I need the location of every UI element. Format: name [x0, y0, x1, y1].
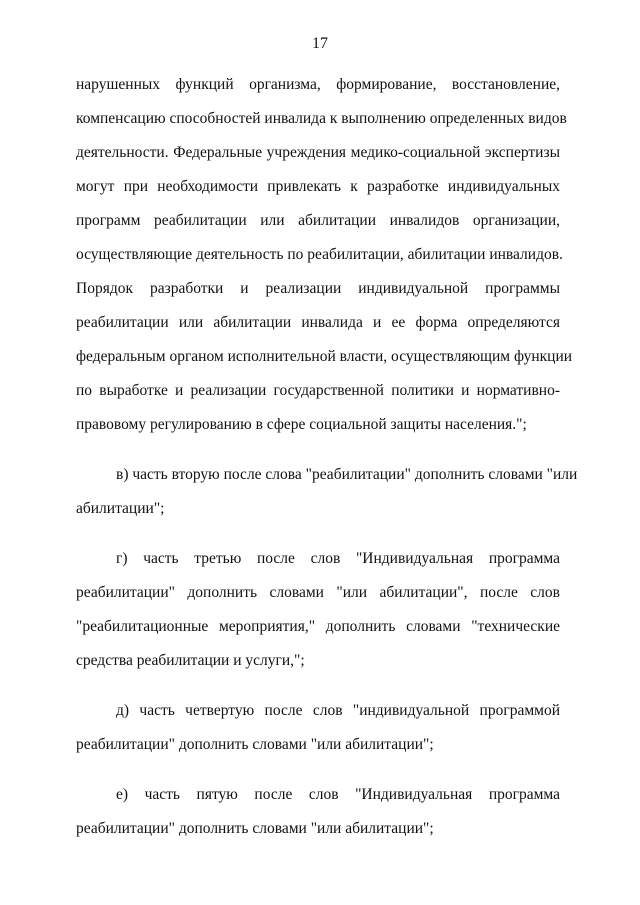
text-line: осуществляющие деятельность по реабилитации, абилитации инвалидов. — [76, 246, 563, 263]
text-line: программ реабилитации или абилитации инвалидов организации, — [76, 212, 560, 229]
text-line: абилитации"; — [76, 500, 165, 517]
text-line: в) часть вторую после слова "реабилитации" дополнить словами "или — [116, 466, 578, 483]
text-line: правовому регулированию в сфере социальной защиты населения."; — [76, 416, 527, 433]
paragraph-item-v — [76, 464, 578, 532]
text-line: е) часть пятую после слов "Индивидуальная программа — [116, 786, 560, 803]
text-line: средства реабилитации и услуги,"; — [76, 652, 305, 669]
text-line: Порядок разработки и реализации индивидуальной программы — [76, 280, 560, 297]
document-body — [76, 74, 578, 852]
paragraph-item-g — [76, 548, 560, 684]
text-line: реабилитации" дополнить словами "или абилитации", после слов — [76, 584, 560, 601]
paragraph-item-e — [76, 784, 560, 852]
text-line: федеральным органом исполнительной власти, осуществляющим функции — [76, 348, 573, 365]
text-line: г) часть третью после слов "Индивидуальная программа — [116, 550, 560, 567]
text-line: компенсацию способностей инвалида к выполнению определенных видов — [76, 110, 567, 127]
text-line: "реабилитационные мероприятия," дополнить словами "технические — [76, 618, 560, 635]
text-line: реабилитации или абилитации инвалида и ее форма определяются — [76, 314, 560, 331]
paragraph-item-d — [76, 700, 560, 768]
text-line: нарушенных функций организма, формирование, восстановление, — [76, 76, 560, 93]
text-line: могут при необходимости привлекать к разработке индивидуальных — [76, 178, 560, 195]
text-line: по выработке и реализации государственной политики и нормативно- — [76, 382, 560, 399]
text-line: реабилитации" дополнить словами "или абилитации"; — [76, 820, 434, 837]
page-number: 17 — [312, 35, 328, 52]
text-line: деятельности. Федеральные учреждения медико-социальной экспертизы — [76, 144, 560, 161]
paragraph-continuation — [76, 74, 573, 448]
text-line: реабилитации" дополнить словами "или абилитации"; — [76, 736, 434, 753]
text-line: д) часть четвертую после слов "индивидуальной программой — [116, 702, 560, 719]
